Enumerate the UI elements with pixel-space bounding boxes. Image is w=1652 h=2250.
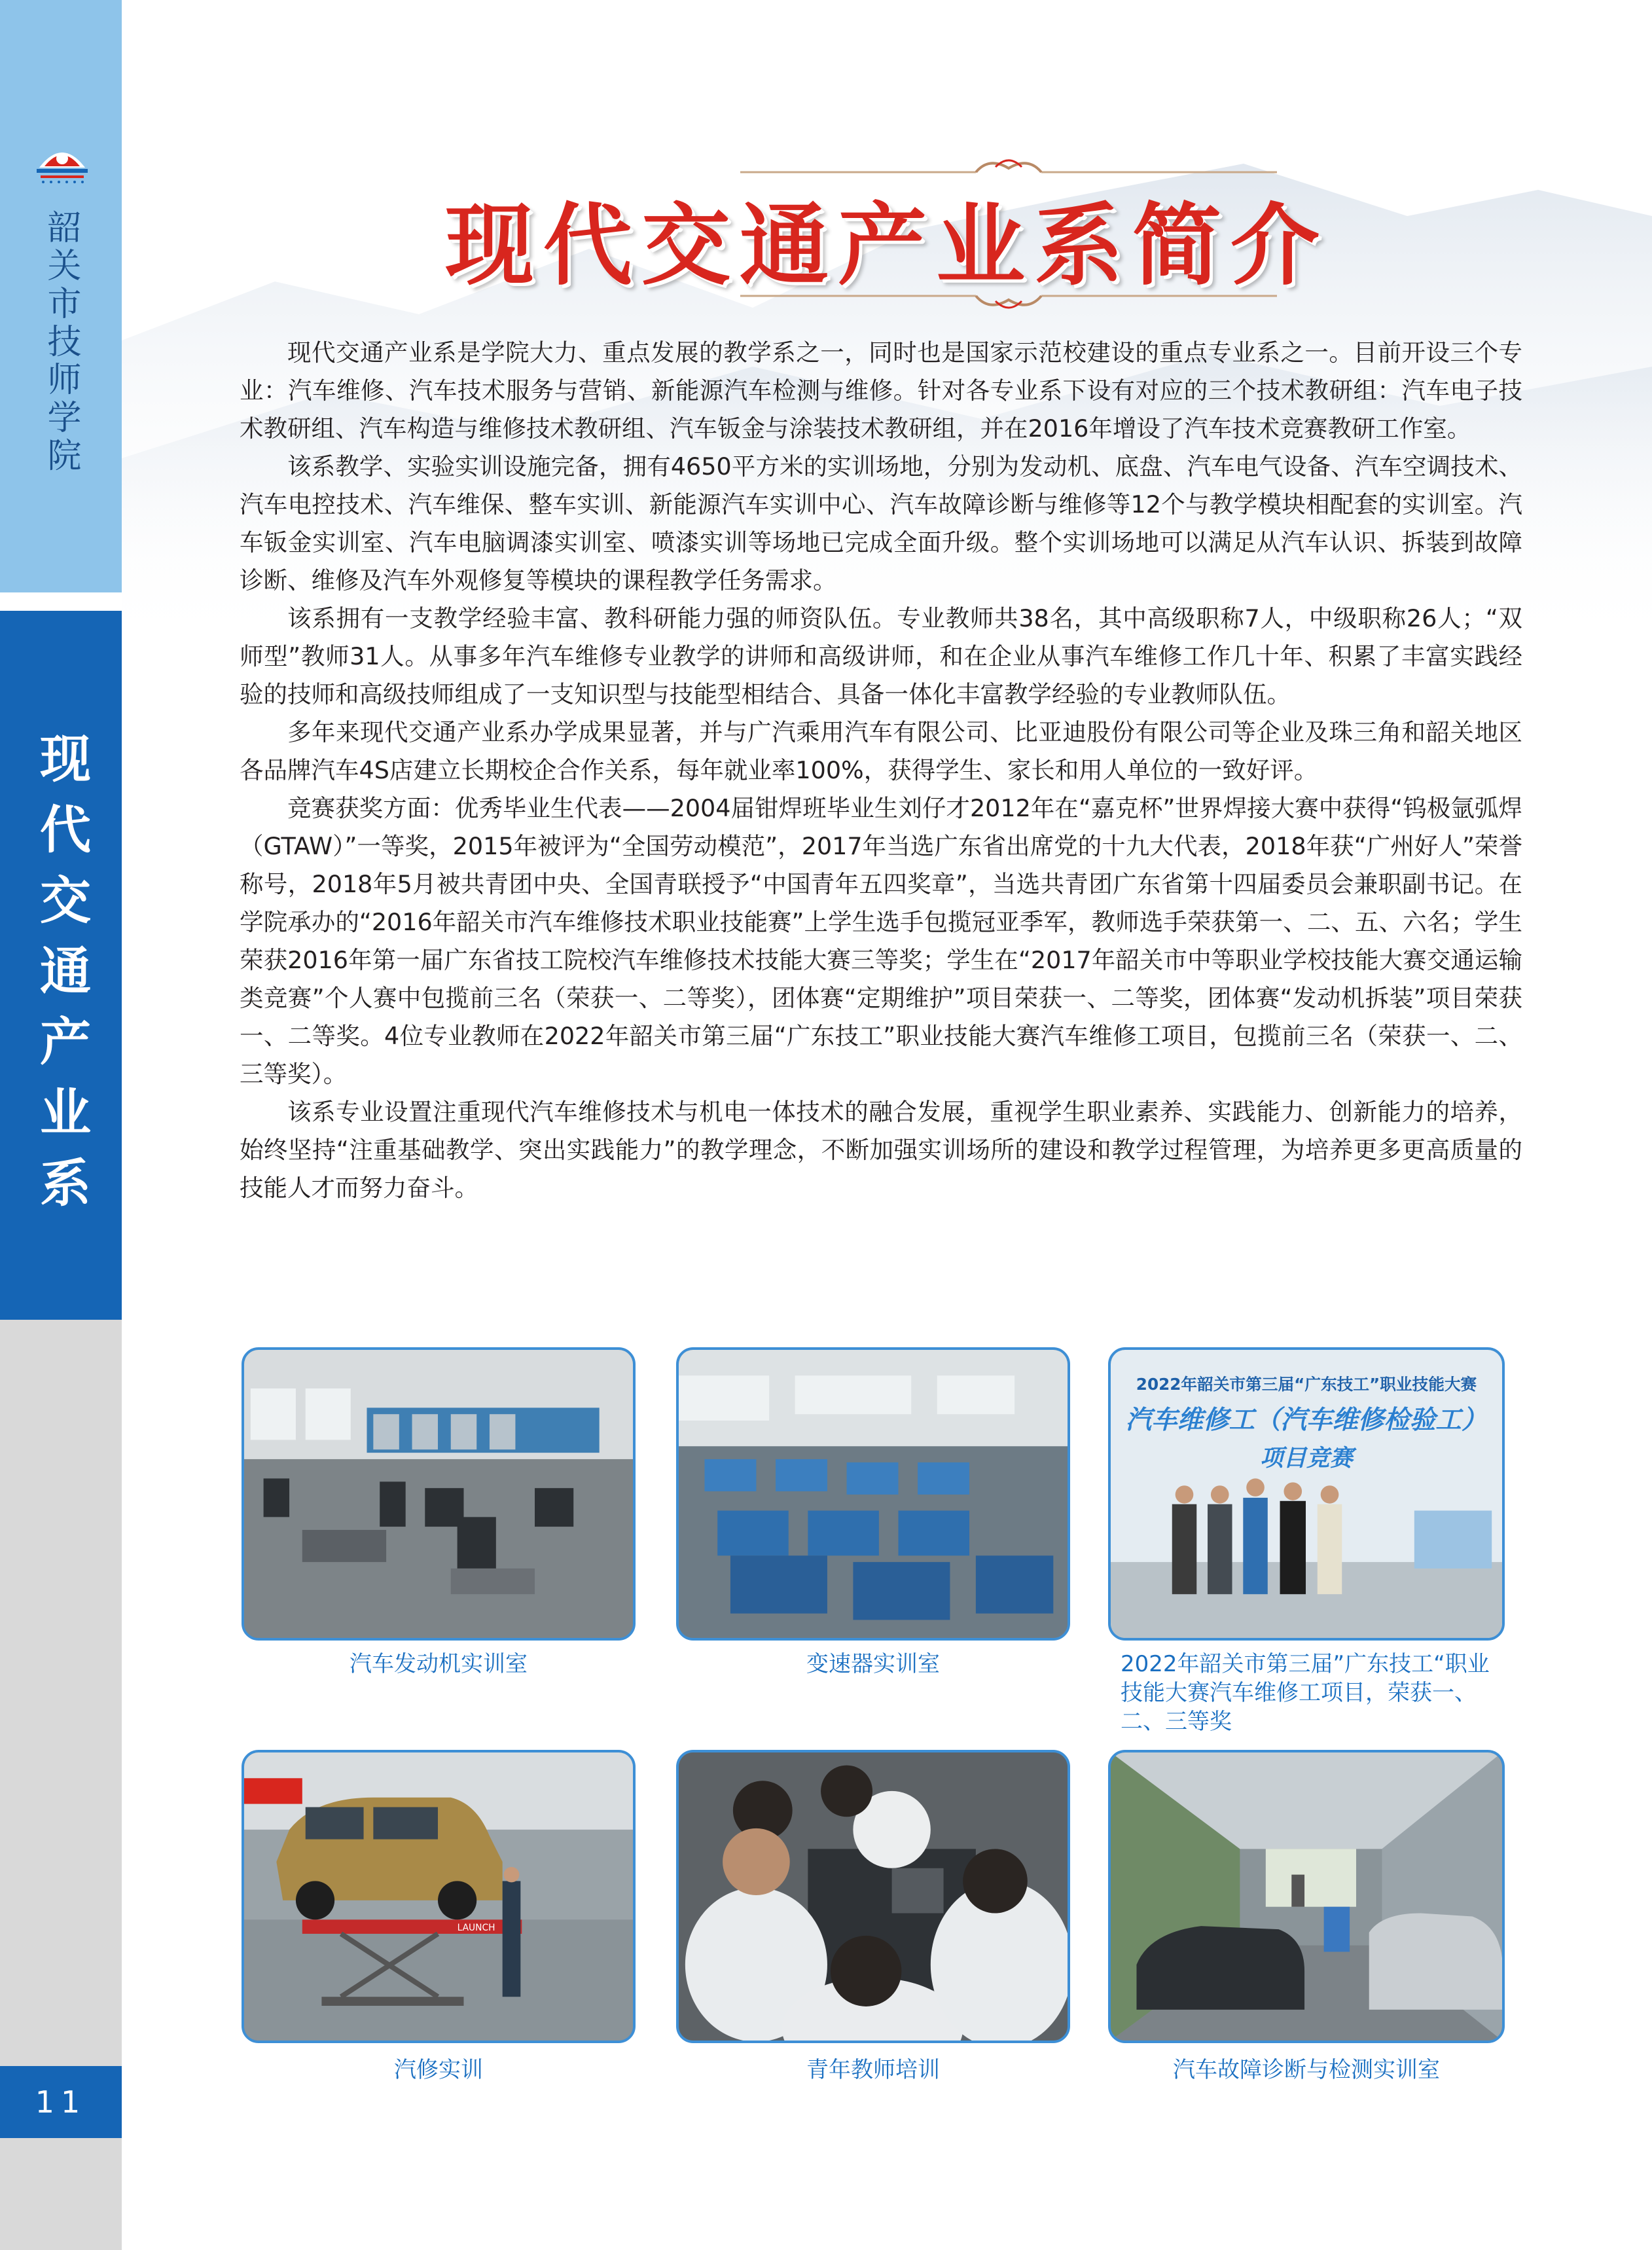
banner-line1: 2022年韶关市第三届“广东技工”职业技能大赛 xyxy=(1136,1374,1477,1394)
article-body xyxy=(240,334,1522,1207)
banner-line2: 汽车维修工（汽车维修检验工） xyxy=(1125,1404,1488,1435)
lift-sign: LAUNCH xyxy=(457,1923,495,1934)
article-paragraph: 竞赛获奖方面：优秀毕业生代表——2004届钳焊班毕业生刘仔才2012年在“嘉克杯”世界焊接大赛中获得“钨极氩弧焊（GTAW）”一等奖，2015年被评为“全国劳动模范”，2017年当选广东省出席党的十九大代表，2018年获“广州好人”荣誉称号，2018年5月被共青团中央、全国青联授予“中国青年五四奖章”，当选共青团广东省第十四届委员会兼职副书记。在学院承办的“2016年韶关市汽车维修技术职业技能赛”上学生选手包揽冠亚季军，教师选手荣获第一、二、五、六名；学生荣获2016年第一届广东省技工院校汽车维修技术技能大赛三等奖；学生在“2017年韶关市中等职业学校技能大赛交通运输类竞赛”个人赛中包揽前三名（荣获一、二等奖），团体赛“定期维护”项目荣获一、二等奖，团体赛“发动机拆装”项目荣获一、二等奖。4位专业教师在2022年韶关市第三届“广东技工”职业技能大赛汽车维修工项目，包揽前三名（荣获一、二、三等奖）。 xyxy=(240,794,1522,1088)
article-paragraph: 该系拥有一支教学经验丰富、教科研能力强的师资队伍。专业教师共38名，其中高级职称7人，中级职称26人；“双师型”教师31人。从事多年汽车维修专业教学的讲师和高级讲师，和在企业从事汽车维修工作几十年、积累了丰富实践经验的技师和高级技师组成了一支知识型与技能型相结合、具备一体化丰富教学经验的专业教师队伍。 xyxy=(240,604,1522,708)
title-block xyxy=(122,154,1652,311)
article-paragraph: 该系专业设置注重现代汽车维修技术与机电一体技术的融合发展，重视学生职业素养、实践能力、创新能力的培养，始终坚持“注重基础教学、突出实践能力”的教学理念，不断加强实训场所的建设和教学过程管理，为培养更多更高质量的技能人才而努力奋斗。 xyxy=(240,1098,1522,1202)
photo-engine-lab xyxy=(242,1347,636,1641)
article-paragraph: 多年来现代交通产业系办学成果显著，并与广汽乘用汽车有限公司、比亚迪股份有限公司等企业及珠三角和韶关地区各品牌汽车4S店建立长期校企合作关系，每年就业率100%，获得学生、家长和用人单位的一致好评。 xyxy=(240,718,1522,784)
photo-transmission-lab xyxy=(676,1347,1070,1641)
engine-lab-image xyxy=(244,1350,633,1638)
sidebar-bottom-band xyxy=(0,2138,122,2250)
photo-diagnostics-lab xyxy=(1108,1750,1505,2043)
teacher-training-image xyxy=(679,1752,1068,2041)
title-ornament-bottom-icon xyxy=(714,288,1303,314)
photo-teacher-training xyxy=(676,1750,1070,2043)
transmission-lab-image xyxy=(679,1350,1068,1638)
sidebar-gap xyxy=(0,592,122,611)
photo-caption: 2022年韶关市第三届”广东技工“职业技能大赛汽车维修工项目，荣获一、二、三等奖 xyxy=(1121,1651,1490,1735)
banner-line3: 项目竞赛 xyxy=(1259,1444,1354,1472)
sidebar xyxy=(0,0,122,2250)
sidebar-gray-band xyxy=(0,1320,122,2066)
diagnostics-lab-image xyxy=(1111,1752,1502,2041)
article-paragraph: 该系教学、实验实训设施完备，拥有4650平方米的实训场地，分别为发动机、底盘、汽车电气设备、汽车空调技术、汽车电控技术、汽车维保、整车实训、新能源汽车实训中心、汽车故障诊断与维修等12个与教学模块相配套的实训室。汽车钣金实训室、汽车电脑调漆实训室、喷漆实训等场地已完成全面升级。整个实训场地可以满足从汽车认识、拆装到故障诊断、维修及汽车外观修复等模块的课程教学任务需求。 xyxy=(240,452,1522,594)
article-paragraph: 现代交通产业系是学院大力、重点发展的教学系之一，同时也是国家示范校建设的重点专业系之一。目前开设三个专业：汽车维修、汽车技术服务与营销、新能源汽车检测与维修。针对各专业系下设有对应的三个技术教研组：汽车电子技术教研组、汽车构造与维修技术教研组、汽车钣金与涂装技术教研组，并在2016年增设了汽车技术竞赛教研工作室。 xyxy=(240,338,1522,443)
competition-image xyxy=(1111,1350,1502,1638)
page-number: 11 xyxy=(35,2084,87,2120)
photo-repair-training xyxy=(242,1750,636,2043)
photo-competition xyxy=(1108,1347,1505,1641)
photo-caption: 青年教师培训 xyxy=(806,2057,940,2083)
school-logo-icon xyxy=(34,136,90,185)
page-title: 现代交通产业系简介 xyxy=(445,194,1329,298)
department-name-vertical: 现代交通产业系 xyxy=(31,732,90,1227)
photo-caption: 变速器实训室 xyxy=(806,1651,940,1677)
photo-caption: 汽车发动机实训室 xyxy=(350,1651,528,1677)
repair-training-image xyxy=(244,1752,633,2041)
photo-caption: 汽车故障诊断与检测实训室 xyxy=(1173,2057,1440,2083)
photo-caption: 汽修实训 xyxy=(394,2057,483,2083)
school-name-vertical: 韶关市技师学院 xyxy=(41,209,81,475)
